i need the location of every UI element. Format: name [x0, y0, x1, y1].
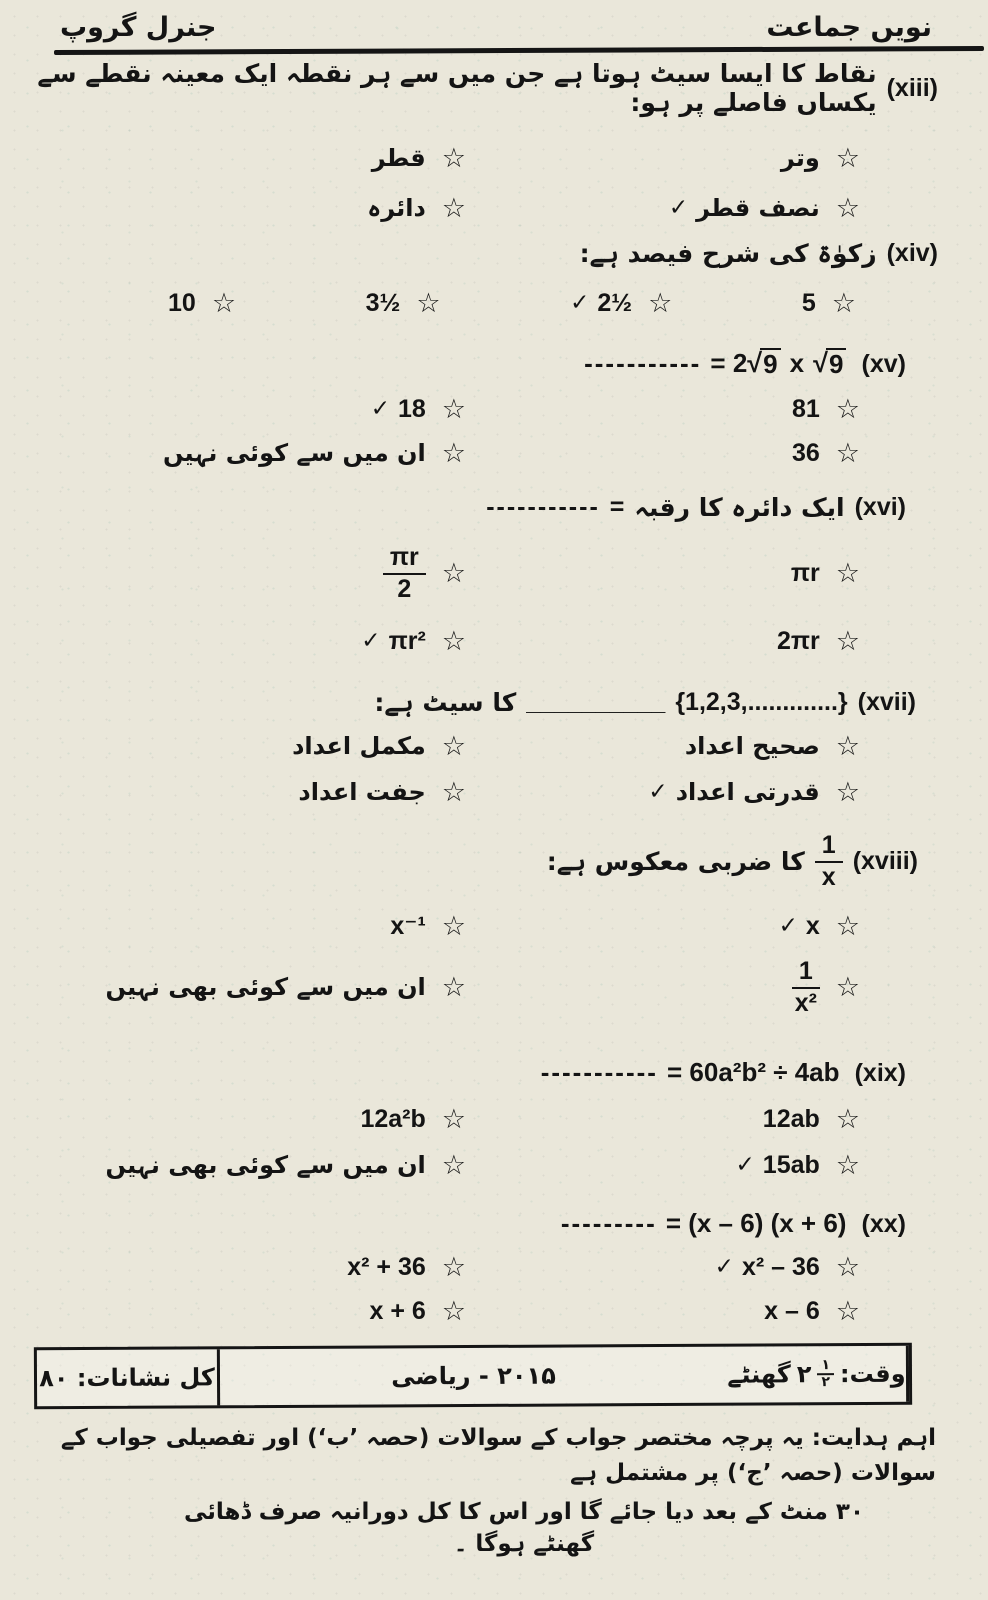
question-text: نقاط کا ایسا سیٹ ہوتا ہے جن میں سے ہر نقطہ ایک معینہ نقطے سے یکساں فاصلے پر ہو:	[37, 59, 877, 117]
options-xiv	[0, 276, 988, 330]
page-header	[0, 0, 988, 43]
blank-dashes: -----------	[584, 348, 702, 378]
check-icon: ✓	[714, 1254, 734, 1280]
fraction: $\frac{1}{\text{x²}}$	[792, 957, 820, 1018]
radical-icon: √	[813, 348, 828, 378]
option-x-minus-6: x – 6 ☆	[764, 1295, 860, 1327]
set-notation: {1,2,3,.............}	[675, 688, 848, 716]
radical-icon: √	[747, 348, 763, 378]
question-xx: --------- = (x – 6) (x + 6) (xx)	[560, 1208, 906, 1238]
star-icon: ☆	[835, 393, 860, 425]
star-icon: ☆	[835, 730, 860, 762]
star-icon: ☆	[835, 971, 860, 1003]
question-text: کا ضربی معکوس ہے:	[546, 846, 805, 876]
option-x2-plus-36: x² + 36 ☆	[347, 1251, 466, 1283]
star-icon: ☆	[648, 287, 673, 319]
question-number: (xx)	[861, 1210, 906, 1238]
check-icon: ✓	[361, 628, 381, 654]
check-icon: ✓	[778, 913, 798, 939]
sqrt-9: √ 9	[813, 348, 846, 379]
check-icon: ✓	[570, 290, 590, 316]
half-fraction: ۱ ۲	[817, 1358, 834, 1391]
option-18-correct: ✓ 18 ☆	[370, 393, 466, 425]
option-36: 36 ☆	[791, 437, 860, 469]
star-icon: ☆	[211, 287, 237, 319]
star-icon: ☆	[835, 1251, 860, 1283]
option-none: ان میں سے کوئی نہیں ☆	[162, 437, 466, 469]
star-icon: ☆	[441, 192, 466, 224]
option-12a2b: 12a²b ☆	[360, 1103, 466, 1135]
star-icon: ☆	[831, 287, 856, 319]
group-title: جنرل گروپ	[60, 12, 217, 43]
star-icon: ☆	[441, 1149, 466, 1181]
option-qutr: قطر ☆	[371, 142, 466, 174]
star-icon: ☆	[441, 625, 466, 657]
blank-line: __________	[526, 688, 666, 716]
star-icon: ☆	[416, 287, 441, 319]
option-even-numbers: جفت اعداد ☆	[298, 776, 466, 808]
check-icon: ✓	[668, 195, 689, 221]
star-icon: ☆	[441, 557, 466, 589]
option-5: 5 ☆	[801, 287, 856, 319]
star-icon: ☆	[441, 971, 466, 1003]
question-xiii	[0, 59, 988, 117]
time-cell: وقت: ۱ ۲ ۲ گھنٹے	[727, 1346, 909, 1403]
option-x-correct: ✓ x ☆	[778, 910, 860, 942]
options-xviii	[0, 903, 988, 1025]
star-icon: ☆	[835, 142, 860, 174]
question-xix: ----------- = 60a²b² ÷ 4ab (xix)	[540, 1057, 906, 1087]
option-15ab-correct: ✓ 15ab ☆	[735, 1149, 860, 1181]
question-xvi: (xvi) ایک دائرہ کا رقبہ = -----------	[486, 493, 906, 522]
instruction-note	[0, 1421, 988, 1560]
option-pi-r-squared-correct: ✓ πr² ☆	[361, 625, 466, 657]
exam-info-table	[34, 1343, 912, 1410]
option-nisf-qutr-correct: ✓ نصف قطر ☆	[668, 192, 860, 224]
option-81: 81 ☆	[791, 393, 860, 425]
class-title: نویں جماعت	[766, 12, 932, 43]
check-icon: ✓	[735, 1152, 755, 1178]
option-2-pi-r: 2πr ☆	[777, 625, 860, 657]
subject-year-cell: ۲۰۱۵ - ریاضی	[217, 1347, 727, 1406]
blank-dashes: ---------	[560, 1208, 657, 1238]
total-marks-cell: کل نشانات: ۸۰	[39, 1363, 215, 1393]
question-xiv	[0, 239, 988, 268]
option-integers: صحیح اعداد ☆	[684, 730, 860, 762]
star-icon: ☆	[835, 625, 860, 657]
star-icon: ☆	[441, 437, 466, 469]
option-whole-numbers: مکمل اعداد ☆	[292, 730, 466, 762]
question-number: (xiv)	[886, 239, 938, 267]
option-2-half-correct: ✓ 2½ ☆	[570, 287, 673, 319]
options-xiii	[0, 133, 988, 233]
option-daira: دائرہ ☆	[367, 192, 466, 224]
star-icon: ☆	[441, 910, 466, 942]
question-xvii	[0, 688, 988, 717]
option-x-plus-6: x + 6 ☆	[369, 1295, 466, 1327]
star-icon: ☆	[441, 1251, 466, 1283]
star-icon: ☆	[835, 1103, 860, 1135]
note-line-2: ۳۰ منٹ کے بعد دیا جائے گا اور اس کا کل دورانیہ صرف ڈھائی گھنٹے ہوگا ۔	[184, 1499, 864, 1558]
option-none: ان میں سے کوئی بھی نہیں ☆	[105, 971, 466, 1003]
header-rule	[54, 46, 984, 55]
option-none: ان میں سے کوئی بھی نہیں ☆	[105, 1149, 466, 1181]
question-text: کا سیٹ ہے:	[374, 688, 517, 717]
question-xv: ----------- = 2 √ 9 x √ 9 (xv)	[584, 348, 906, 379]
option-10: 10 ☆	[168, 287, 237, 319]
star-icon: ☆	[835, 910, 860, 942]
question-number: (xviii)	[852, 846, 918, 875]
options-xx	[0, 1245, 988, 1333]
check-icon: ✓	[370, 396, 390, 422]
star-icon: ☆	[835, 557, 860, 589]
question-number: (xvi)	[854, 493, 906, 521]
star-icon: ☆	[441, 142, 466, 174]
note-line-1: اہم ہدایت: یہ پرچہ مختصر جواب کے سوالات (حصہ ’ب‘) اور تفصیلی جواب کے سوالات (حصہ ’ج‘) پر مشتمل ہے	[60, 1425, 936, 1486]
option-3-half: 3½ ☆	[365, 287, 441, 319]
option-pi-r-over-2	[383, 543, 466, 604]
star-icon: ☆	[835, 192, 860, 224]
check-icon: ✓	[648, 779, 668, 805]
question-number: (xvii)	[857, 688, 916, 716]
question-number: (xv)	[861, 350, 906, 378]
option-watar: وتر ☆	[780, 142, 860, 174]
fraction-1-over-x: $\frac{1}{x}$	[815, 831, 843, 892]
sqrt-9: √ 9	[747, 348, 780, 379]
blank-dashes: -----------	[540, 1057, 658, 1087]
options-xix	[0, 1096, 988, 1188]
star-icon: ☆	[441, 393, 466, 425]
option-12ab: 12ab ☆	[762, 1103, 860, 1135]
options-xv	[0, 387, 988, 475]
option-x-inverse: x⁻¹ ☆	[390, 910, 466, 942]
star-icon: ☆	[835, 776, 860, 808]
option-x2-minus-36-correct: ✓ x² – 36 ☆	[714, 1251, 860, 1283]
options-xvi	[0, 532, 988, 668]
star-icon: ☆	[441, 1295, 466, 1327]
star-icon: ☆	[441, 1103, 466, 1135]
option-1-over-x-squared	[792, 957, 860, 1018]
option-natural-numbers-correct: ✓ قدرتی اعداد ☆	[648, 776, 860, 808]
question-text: ایک دائرہ کا رقبہ	[634, 493, 845, 522]
blank-dashes: -----------	[486, 493, 600, 521]
star-icon: ☆	[835, 437, 860, 469]
option-pi-r: πr ☆	[790, 557, 860, 589]
question-text: زکوٰۃ کی شرح فیصد ہے:	[579, 239, 877, 268]
fraction: $\frac{\pi r}{2}$	[383, 543, 426, 604]
question-xviii	[0, 829, 988, 893]
question-number: (xix)	[854, 1059, 906, 1087]
star-icon: ☆	[441, 730, 466, 762]
options-xvii	[0, 723, 988, 815]
star-icon: ☆	[835, 1295, 860, 1327]
star-icon: ☆	[441, 776, 466, 808]
question-number: (xiii)	[886, 73, 938, 102]
star-icon: ☆	[835, 1149, 860, 1181]
